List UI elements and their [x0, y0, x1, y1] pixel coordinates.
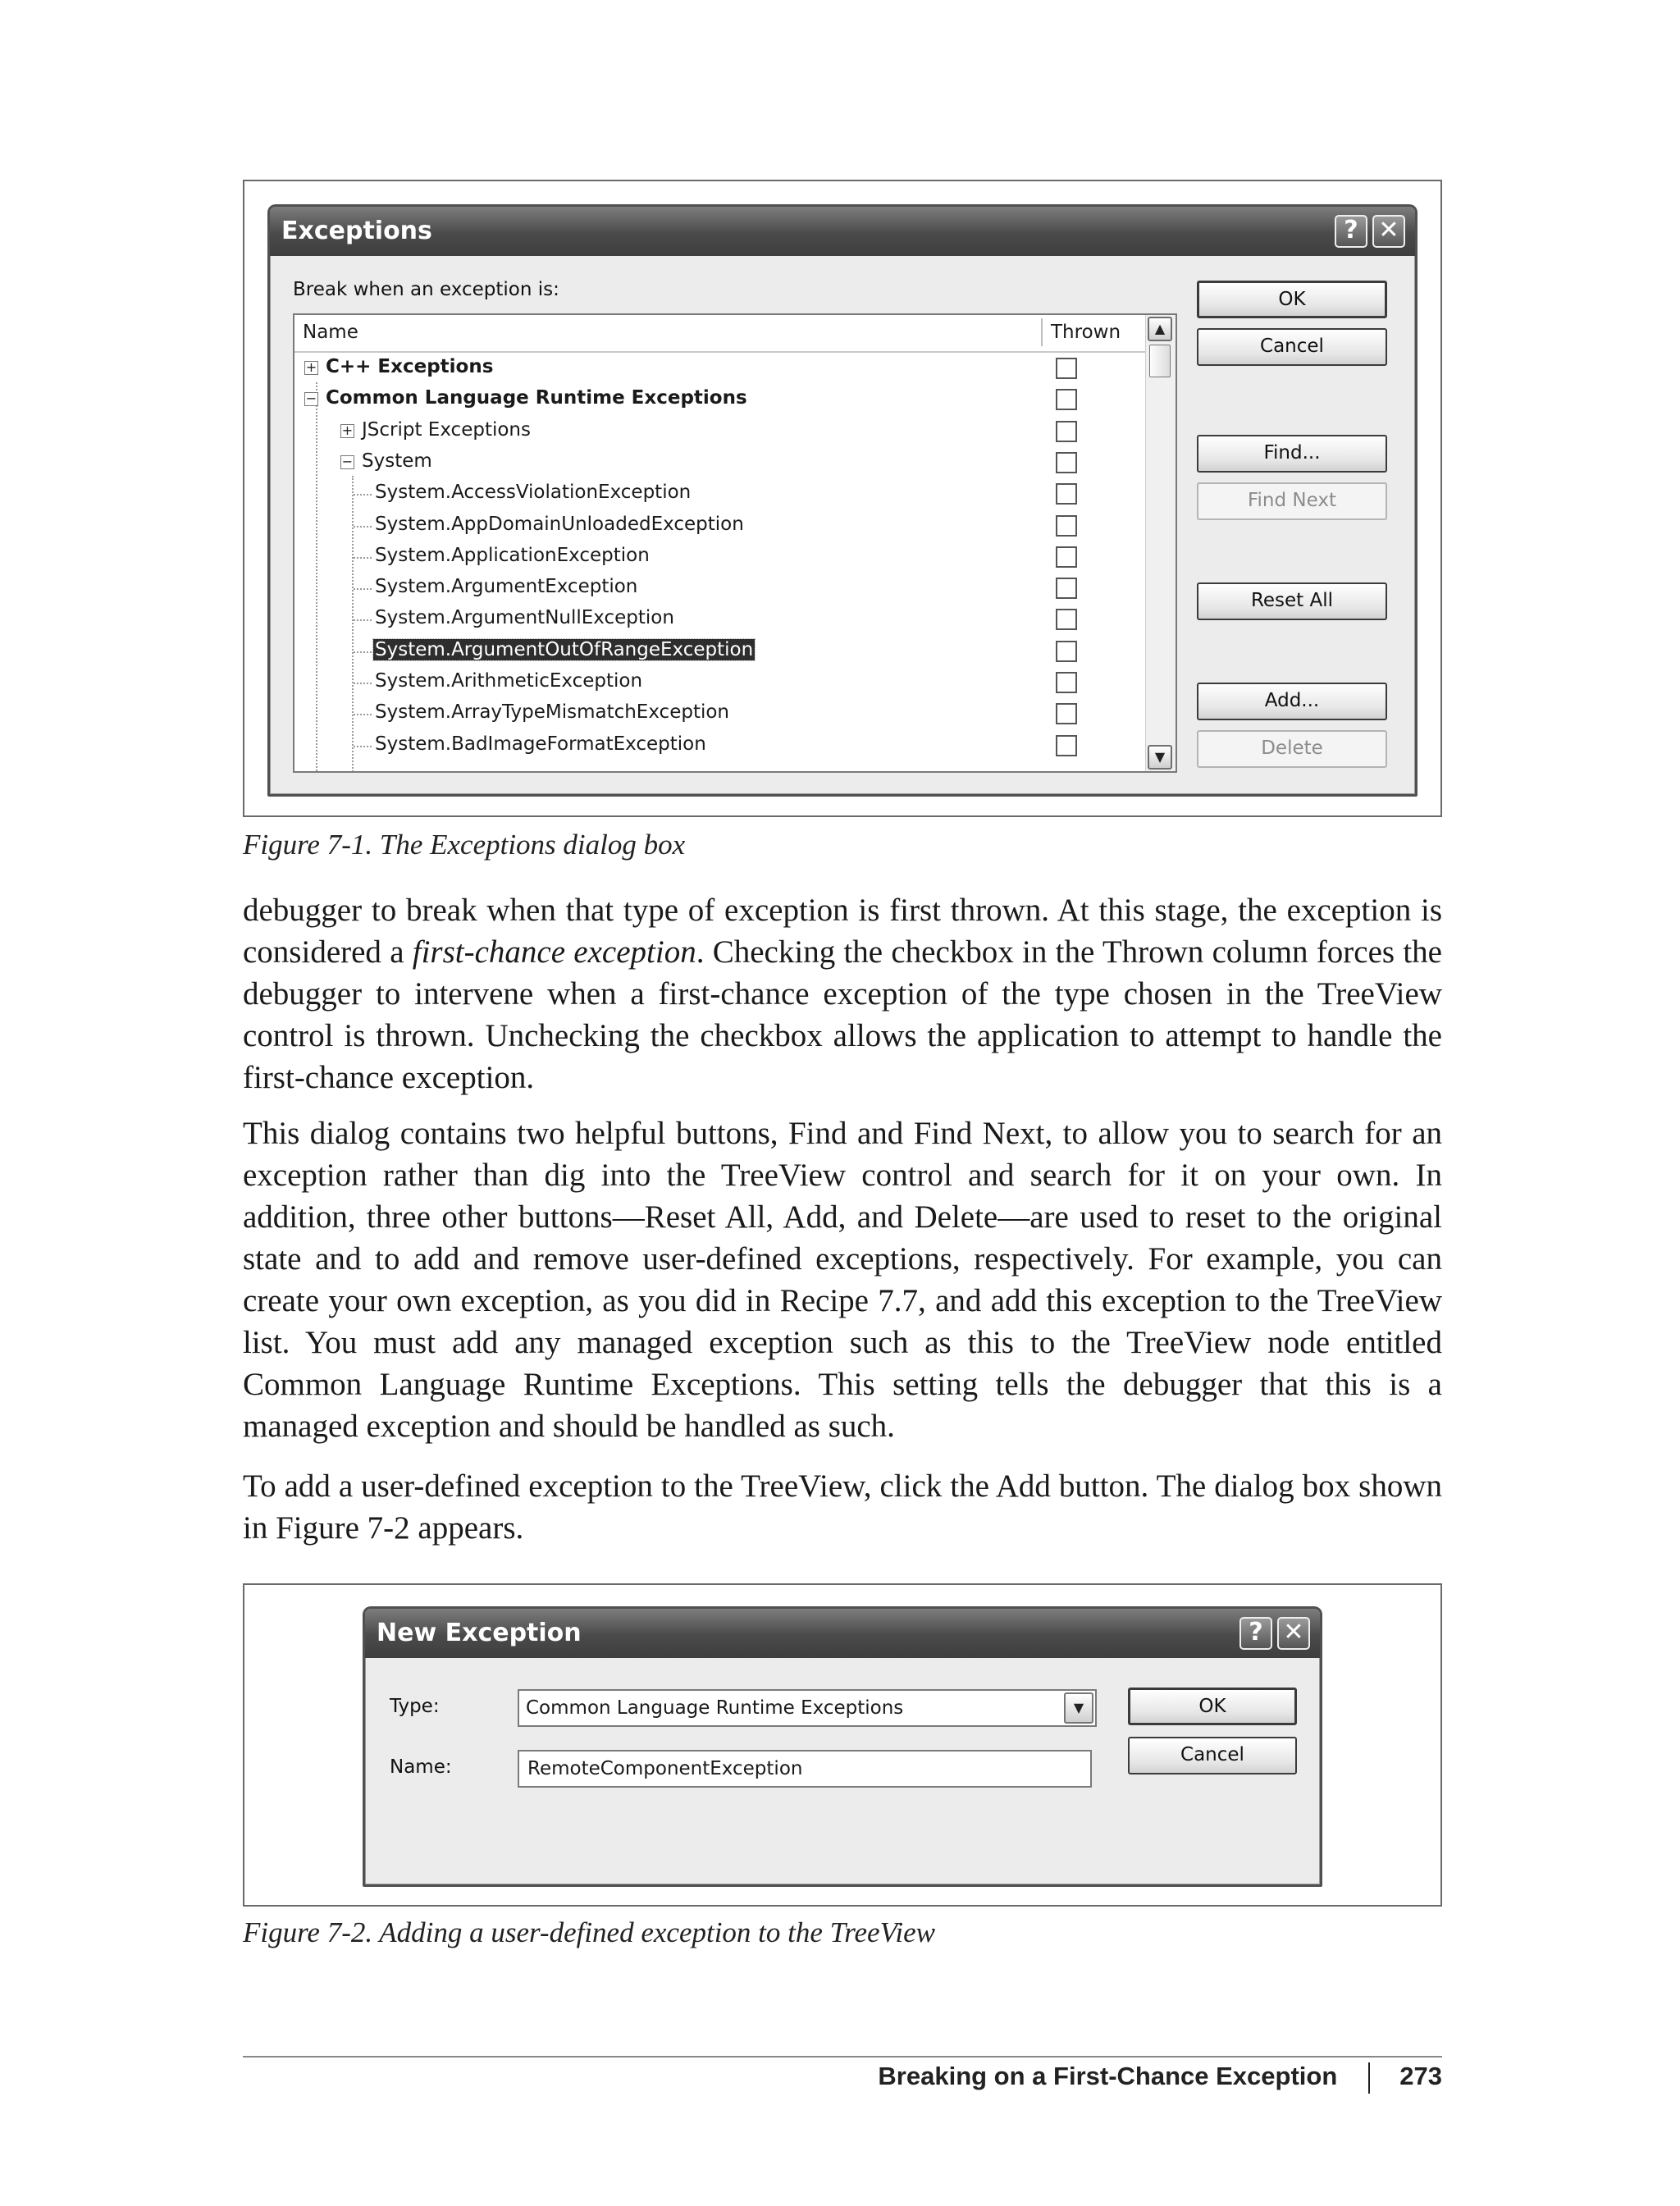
tree-row-label[interactable]: System.ArrayTypeMismatchException	[375, 701, 730, 724]
exceptions-dialog-title: Exceptions	[281, 217, 432, 245]
chevron-down-icon[interactable]: ▼	[1064, 1692, 1093, 1724]
tree-row-label[interactable]: System.ArgumentOutOfRangeException	[375, 638, 754, 660]
thrown-checkbox[interactable]	[1056, 452, 1077, 473]
tree-row[interactable]	[294, 353, 1146, 384]
page-footer	[878, 2062, 1442, 2094]
paragraph-1-text-b: . Checking the checkbox in the Thrown column forces the debugger to intervene when a first-chance exception of the type chosen in the TreeView control is thrown. Unchecking the checkbox allows the application to attempt to handle the first-chance exception.	[243, 934, 1442, 1095]
tree-row-label[interactable]: JScript Exceptions	[362, 418, 531, 441]
scroll-up-icon[interactable]: ▲	[1148, 317, 1172, 341]
page-number: 273	[1399, 2062, 1442, 2090]
figure-7-2-frame	[243, 1583, 1442, 1907]
paragraph-1-text-a: debugger to break when that type of exception is first thrown. At this stage, the exception is considered a	[243, 893, 1442, 970]
tree-guide-line	[354, 746, 372, 747]
find-button[interactable]: Find...	[1197, 435, 1387, 473]
tree-row[interactable]	[294, 416, 1146, 447]
name-label: Name:	[390, 1756, 452, 1778]
tree-row-label[interactable]: Common Language Runtime Exceptions	[326, 387, 747, 409]
tree-guide-line	[354, 683, 372, 684]
tree-row[interactable]	[294, 510, 1146, 541]
thrown-checkbox[interactable]	[1056, 578, 1077, 599]
tree-row-label[interactable]: C++ Exceptions	[326, 356, 494, 377]
tree-row[interactable]	[294, 478, 1146, 509]
thrown-checkbox[interactable]	[1056, 546, 1077, 568]
figure-7-1-caption: Figure 7-1. The Exceptions dialog box	[243, 829, 686, 861]
figure-7-1-frame	[243, 180, 1442, 817]
reset-all-button[interactable]: Reset All	[1197, 582, 1387, 620]
tree-guide-line	[354, 619, 372, 621]
thrown-checkbox[interactable]	[1056, 641, 1077, 662]
tree-row-label[interactable]: System.ArgumentException	[375, 576, 638, 598]
footer-rule	[243, 2056, 1442, 2058]
exceptions-treeview[interactable]	[293, 313, 1177, 773]
tree-row[interactable]	[294, 730, 1146, 761]
tree-row[interactable]	[294, 667, 1146, 698]
column-header-name[interactable]: Name	[303, 322, 358, 343]
tree-row[interactable]	[294, 384, 1146, 415]
name-input[interactable]	[518, 1750, 1092, 1788]
thrown-checkbox[interactable]	[1056, 609, 1077, 630]
body-paragraph-1	[243, 889, 1442, 1098]
tree-row-label[interactable]: System.ApplicationException	[375, 544, 650, 566]
scroll-thumb[interactable]	[1149, 345, 1171, 377]
cancel-button[interactable]: Cancel	[1197, 328, 1387, 366]
delete-button[interactable]: Delete	[1197, 730, 1387, 768]
tree-guide-line	[354, 714, 372, 715]
expand-icon[interactable]: +	[341, 422, 354, 438]
break-prompt-label: Break when an exception is:	[293, 279, 559, 300]
body-paragraph-3: To add a user-defined exception to the TreeView, click the Add button. The dialog box shown in Figure 7-2 appears.	[243, 1468, 1442, 1546]
thrown-checkbox[interactable]	[1056, 358, 1077, 379]
type-select-value: Common Language Runtime Exceptions	[526, 1697, 904, 1719]
ok-button[interactable]: OK	[1197, 281, 1387, 318]
tree-row-label[interactable]: System	[362, 450, 432, 472]
name-input-value: RemoteComponentException	[527, 1758, 803, 1779]
scroll-down-icon[interactable]: ▼	[1148, 745, 1172, 770]
thrown-checkbox[interactable]	[1056, 735, 1077, 756]
new-exception-titlebar	[365, 1609, 1320, 1658]
tree-row[interactable]	[294, 604, 1146, 635]
tree-row[interactable]	[294, 636, 1146, 667]
thrown-checkbox[interactable]	[1056, 672, 1077, 693]
tree-row-label[interactable]: System.ArgumentNullException	[375, 607, 674, 629]
help-icon[interactable]: ?	[1239, 1617, 1272, 1650]
tree-row-label[interactable]: System.AppDomainUnloadedException	[375, 513, 744, 535]
thrown-checkbox[interactable]	[1056, 421, 1077, 442]
thrown-checkbox[interactable]	[1056, 389, 1077, 410]
tree-row[interactable]	[294, 698, 1146, 729]
tree-row[interactable]	[294, 573, 1146, 604]
first-chance-term: first-chance exception	[412, 934, 696, 970]
type-select[interactable]	[518, 1689, 1097, 1727]
tree-guide-line	[354, 526, 372, 528]
thrown-checkbox[interactable]	[1056, 703, 1077, 724]
tree-guide-line	[354, 557, 372, 559]
collapse-icon[interactable]: −	[305, 391, 317, 407]
column-header-thrown[interactable]: Thrown	[1051, 322, 1121, 343]
tree-row-label[interactable]: System.AccessViolationException	[375, 482, 692, 504]
thrown-checkbox[interactable]	[1056, 483, 1077, 505]
footer-separator	[1368, 2062, 1370, 2094]
find-next-button[interactable]: Find Next	[1197, 482, 1387, 520]
treeview-header	[294, 315, 1146, 353]
body-paragraph-2: This dialog contains two helpful buttons, Find and Find Next, to allow you to search for an exception rather than dig into the TreeView control and search for it on your own. In addition, three other buttons—Reset All, Add, and Delete—are used to reset to the original state and to add and remove user-defined exceptions, respectively. For example, you can create your own exception, as you did in Recipe 7.7, and add this exception to the TreeView list. You must add any managed exception such as this to the TreeView node entitled Common Language Runtime Exceptions. This setting tells the debugger that this is a managed exception and should be handled as such.	[243, 1116, 1442, 1444]
help-icon[interactable]: ?	[1335, 215, 1367, 248]
tree-guide-line	[354, 651, 372, 653]
collapse-icon[interactable]: −	[341, 453, 354, 469]
exceptions-dialog	[267, 204, 1418, 797]
add-button[interactable]: Add...	[1197, 683, 1387, 720]
treeview-scrollbar[interactable]	[1145, 315, 1176, 771]
tree-row-label[interactable]: System.BadImageFormatException	[375, 733, 706, 755]
ok-button[interactable]: OK	[1128, 1688, 1297, 1725]
type-label: Type:	[390, 1696, 440, 1717]
thrown-checkbox[interactable]	[1056, 515, 1077, 537]
expand-icon[interactable]: +	[305, 359, 317, 375]
footer-section-title: Breaking on a First-Chance Exception	[878, 2062, 1338, 2090]
tree-row[interactable]	[294, 541, 1146, 573]
figure-7-2-caption: Figure 7-2. Adding a user-defined exception to the TreeView	[243, 1916, 935, 1948]
close-icon[interactable]: ✕	[1372, 215, 1405, 248]
tree-guide-line	[354, 494, 372, 496]
cancel-button[interactable]: Cancel	[1128, 1737, 1297, 1774]
tree-guide-line	[354, 588, 372, 590]
tree-row-label[interactable]: System.ArithmeticException	[375, 670, 643, 692]
column-separator[interactable]	[1041, 318, 1043, 346]
tree-row[interactable]	[294, 447, 1146, 478]
new-exception-title: New Exception	[377, 1619, 582, 1647]
exceptions-dialog-titlebar	[270, 207, 1415, 256]
new-exception-dialog	[363, 1606, 1322, 1887]
close-icon[interactable]: ✕	[1277, 1617, 1310, 1650]
